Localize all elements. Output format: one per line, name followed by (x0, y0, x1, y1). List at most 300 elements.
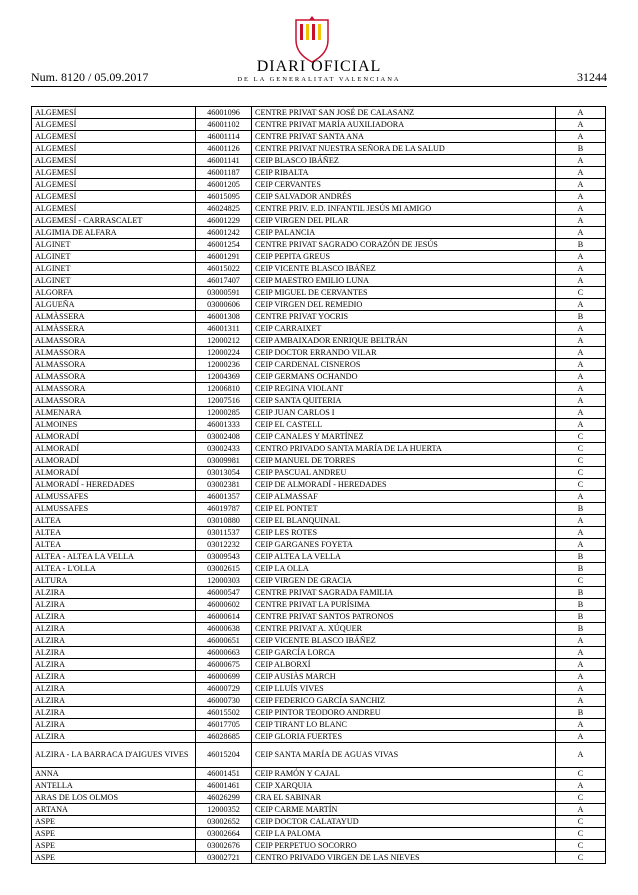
center-code-cell: 46001187 (196, 167, 252, 179)
table-row (32, 119, 606, 131)
table-row (32, 731, 606, 743)
table-row (32, 840, 606, 852)
center-name-cell: CEIP XARQUIA (252, 780, 556, 792)
table-row (32, 143, 606, 155)
table-row (32, 371, 606, 383)
center-code-cell: 03002381 (196, 479, 252, 491)
center-code-cell: 46000699 (196, 671, 252, 683)
center-code-cell: 46001333 (196, 419, 252, 431)
table-row (32, 227, 606, 239)
center-name-cell: CEIP VICENTE BLASCO IBÁÑEZ (252, 263, 556, 275)
category-cell: B (556, 611, 606, 623)
category-cell: A (556, 383, 606, 395)
municipality-cell: ALMORADÍ - HEREDADES (32, 479, 196, 491)
center-name-cell: CEIP PINTOR TEODORO ANDREU (252, 707, 556, 719)
center-code-cell: 46001229 (196, 215, 252, 227)
table-row (32, 275, 606, 287)
generalitat-emblem-icon (290, 16, 334, 64)
table-row (32, 780, 606, 792)
center-name-cell: CRA EL SABINAR (252, 792, 556, 804)
page-header (0, 0, 638, 92)
center-name-cell: CEIP CARRAIXET (252, 323, 556, 335)
category-cell: B (556, 563, 606, 575)
category-cell: A (556, 119, 606, 131)
center-name-cell: CEIP AUSIÀS MARCH (252, 671, 556, 683)
center-code-cell: 46001311 (196, 323, 252, 335)
category-cell: A (556, 167, 606, 179)
category-cell: B (556, 623, 606, 635)
center-code-cell: 03009543 (196, 551, 252, 563)
table-row (32, 479, 606, 491)
center-code-cell: 46024825 (196, 203, 252, 215)
table-row (32, 443, 606, 455)
category-cell: C (556, 816, 606, 828)
municipality-cell: ALMORADÍ (32, 467, 196, 479)
center-name-cell: CEIP PASCUAL ANDREU (252, 467, 556, 479)
table-row (32, 683, 606, 695)
center-name-cell: CEIP VIRGEN DE GRACIA (252, 575, 556, 587)
center-code-cell: 46001242 (196, 227, 252, 239)
center-code-cell: 03002433 (196, 443, 252, 455)
category-cell: B (556, 707, 606, 719)
table-row (32, 167, 606, 179)
municipality-cell: ALGINET (32, 251, 196, 263)
center-code-cell: 46015095 (196, 191, 252, 203)
table-row (32, 816, 606, 828)
municipality-cell: ALMASSORA (32, 359, 196, 371)
center-code-cell: 46001308 (196, 311, 252, 323)
center-name-cell: CENTRE PRIVAT MARÍA AUXILIADORA (252, 119, 556, 131)
center-name-cell: CEIP PEPITA GREUS (252, 251, 556, 263)
category-cell: C (556, 443, 606, 455)
municipality-cell: ALZIRA (32, 599, 196, 611)
center-name-cell: CEIP VIRGEN DEL REMEDIO (252, 299, 556, 311)
center-code-cell: 46001254 (196, 239, 252, 251)
municipality-cell: ALGEMESÍ (32, 155, 196, 167)
municipality-cell: ALZIRA (32, 623, 196, 635)
center-name-cell: CEIP SALVADOR ANDRÉS (252, 191, 556, 203)
table-row (32, 383, 606, 395)
center-name-cell: CENTRO PRIVADO SANTA MARÍA DE LA HUERTA (252, 443, 556, 455)
center-code-cell: 03013054 (196, 467, 252, 479)
municipality-cell: ALGORFA (32, 287, 196, 299)
table-row (32, 768, 606, 780)
table-row (32, 659, 606, 671)
center-code-cell: 03011537 (196, 527, 252, 539)
category-cell: B (556, 587, 606, 599)
table-row (32, 311, 606, 323)
center-name-cell: CENTRE PRIVAT YOCRIS (252, 311, 556, 323)
table-row (32, 828, 606, 840)
center-code-cell: 46026299 (196, 792, 252, 804)
page-number: 31244 (577, 70, 607, 84)
center-code-cell: 46015022 (196, 263, 252, 275)
category-cell: A (556, 635, 606, 647)
municipality-cell: ASPE (32, 840, 196, 852)
table-row (32, 852, 606, 864)
center-code-cell: 46001126 (196, 143, 252, 155)
center-code-cell: 46000675 (196, 659, 252, 671)
table-row (32, 395, 606, 407)
municipality-cell: ALTEA - L'OLLA (32, 563, 196, 575)
center-code-cell: 46000729 (196, 683, 252, 695)
municipality-cell: ALMASSORA (32, 335, 196, 347)
municipality-cell: ALMENARA (32, 407, 196, 419)
table-row (32, 792, 606, 804)
center-name-cell: CEIP ALTEA LA VELLA (252, 551, 556, 563)
center-name-cell: CENTRO PRIVADO VIRGEN DE LAS NIEVES (252, 852, 556, 864)
center-name-cell: CEIP JUAN CARLOS I (252, 407, 556, 419)
table-row (32, 215, 606, 227)
table-row (32, 611, 606, 623)
center-code-cell: 46000651 (196, 635, 252, 647)
municipality-cell: ALMORADÍ (32, 455, 196, 467)
municipality-cell: ALZIRA (32, 683, 196, 695)
center-name-cell: CEIP LES ROTES (252, 527, 556, 539)
municipality-cell: ALGEMESÍ (32, 143, 196, 155)
center-name-cell: CEIP PALANCIA (252, 227, 556, 239)
municipality-cell: ALGINET (32, 263, 196, 275)
municipality-cell: ARAS DE LOS OLMOS (32, 792, 196, 804)
municipality-cell: ALZIRA (32, 695, 196, 707)
municipality-cell: ALZIRA (32, 659, 196, 671)
category-cell: A (556, 515, 606, 527)
table-row (32, 563, 606, 575)
center-code-cell: 03002408 (196, 431, 252, 443)
category-cell: A (556, 671, 606, 683)
municipality-cell: ALTEA - ALTEA LA VELLA (32, 551, 196, 563)
table-row (32, 743, 606, 768)
municipality-cell: ALGIMIA DE ALFARA (32, 227, 196, 239)
municipality-cell: ALGEMESÍ (32, 131, 196, 143)
category-cell: C (556, 792, 606, 804)
center-name-cell: CEIP LA OLLA (252, 563, 556, 575)
center-name-cell: CEIP EL CASTELL (252, 419, 556, 431)
category-cell: A (556, 299, 606, 311)
table-row (32, 539, 606, 551)
table-row (32, 263, 606, 275)
center-name-cell: CEIP TIRANT LO BLANC (252, 719, 556, 731)
center-code-cell: 46000730 (196, 695, 252, 707)
municipality-cell: ALMORADÍ (32, 443, 196, 455)
municipality-cell: ASPE (32, 828, 196, 840)
category-cell: A (556, 407, 606, 419)
category-cell: C (556, 840, 606, 852)
table-row (32, 347, 606, 359)
center-code-cell: 12007516 (196, 395, 252, 407)
category-cell: C (556, 467, 606, 479)
center-name-cell: CEIP RIBALTA (252, 167, 556, 179)
category-cell: A (556, 215, 606, 227)
category-cell: A (556, 647, 606, 659)
municipality-cell: ANTELLA (32, 780, 196, 792)
municipality-cell: ALTEA (32, 539, 196, 551)
center-code-cell: 12004369 (196, 371, 252, 383)
category-cell: C (556, 479, 606, 491)
municipality-cell: ANNA (32, 768, 196, 780)
table-row (32, 191, 606, 203)
category-cell: A (556, 107, 606, 119)
municipality-cell: ARTANA (32, 804, 196, 816)
table-row (32, 419, 606, 431)
municipality-cell: ALGINET (32, 239, 196, 251)
table-row (32, 239, 606, 251)
municipality-cell: ALTEA (32, 527, 196, 539)
table-row (32, 107, 606, 119)
center-code-cell: 46019787 (196, 503, 252, 515)
municipality-cell: ALTEA (32, 515, 196, 527)
category-cell: A (556, 251, 606, 263)
center-code-cell: 03009981 (196, 455, 252, 467)
category-cell: C (556, 828, 606, 840)
category-cell: A (556, 695, 606, 707)
center-name-cell: CENTRE PRIVAT A. XÚQUER (252, 623, 556, 635)
municipality-cell: ALMASSORA (32, 371, 196, 383)
municipality-cell: ALGEMESÍ (32, 119, 196, 131)
category-cell: A (556, 659, 606, 671)
category-cell: A (556, 683, 606, 695)
center-name-cell: CEIP DE ALMORADÍ - HEREDADES (252, 479, 556, 491)
category-cell: C (556, 455, 606, 467)
center-name-cell: CEIP FEDERICO GARCÍA SANCHIZ (252, 695, 556, 707)
center-name-cell: CEIP SANTA QUITERIA (252, 395, 556, 407)
center-name-cell: CEIP EL BLANQUINAL (252, 515, 556, 527)
municipality-cell: ALMORADÍ (32, 431, 196, 443)
municipality-cell: ALMOINES (32, 419, 196, 431)
center-name-cell: CEIP MANUEL DE TORRES (252, 455, 556, 467)
category-cell: C (556, 852, 606, 864)
center-code-cell: 12000236 (196, 359, 252, 371)
center-name-cell: CEIP CARDENAL CISNEROS (252, 359, 556, 371)
center-code-cell: 12000212 (196, 335, 252, 347)
category-cell: A (556, 227, 606, 239)
municipality-cell: ALZIRA (32, 587, 196, 599)
journal-subtitle: DE LA GENERALITAT VALENCIANA (237, 76, 401, 83)
center-code-cell: 03010880 (196, 515, 252, 527)
category-cell: A (556, 419, 606, 431)
center-name-cell: CENTRE PRIVAT SAN JOSÉ DE CALASANZ (252, 107, 556, 119)
center-code-cell: 12000224 (196, 347, 252, 359)
center-name-cell: CEIP BLASCO IBÁÑEZ (252, 155, 556, 167)
table-row (32, 335, 606, 347)
table-row (32, 575, 606, 587)
center-code-cell: 46015204 (196, 743, 252, 768)
center-code-cell: 03002676 (196, 840, 252, 852)
category-cell: A (556, 179, 606, 191)
center-code-cell: 03002615 (196, 563, 252, 575)
center-code-cell: 12000303 (196, 575, 252, 587)
center-code-cell: 03000591 (196, 287, 252, 299)
table-row (32, 599, 606, 611)
category-cell: A (556, 743, 606, 768)
center-name-cell: CEIP REGINA VIOLANT (252, 383, 556, 395)
center-code-cell: 46000638 (196, 623, 252, 635)
category-cell: A (556, 347, 606, 359)
center-name-cell: CEIP GARGANES FOYETA (252, 539, 556, 551)
municipality-cell: ALMASSORA (32, 395, 196, 407)
table-row (32, 491, 606, 503)
category-cell: A (556, 780, 606, 792)
center-name-cell: CEIP LA PALOMA (252, 828, 556, 840)
table-row (32, 179, 606, 191)
table-row (32, 671, 606, 683)
municipality-cell: ASPE (32, 816, 196, 828)
table-row (32, 503, 606, 515)
center-code-cell: 46001461 (196, 780, 252, 792)
category-cell: B (556, 551, 606, 563)
municipality-cell: ALGEMESÍ (32, 107, 196, 119)
table-row (32, 431, 606, 443)
category-cell: A (556, 395, 606, 407)
table-row (32, 287, 606, 299)
table-row (32, 587, 606, 599)
center-code-cell: 46028685 (196, 731, 252, 743)
center-name-cell: CEIP LLUÍS VIVES (252, 683, 556, 695)
center-code-cell: 46000602 (196, 599, 252, 611)
municipality-cell: ALGINET (32, 275, 196, 287)
center-name-cell: CEIP VIRGEN DEL PILAR (252, 215, 556, 227)
municipality-cell: ALGEMESÍ (32, 203, 196, 215)
municipality-cell: ALMÀSSERA (32, 311, 196, 323)
center-code-cell: 46000547 (196, 587, 252, 599)
center-name-cell: CEIP AMBAIXADOR ENRIQUE BELTRÁN (252, 335, 556, 347)
table-row (32, 323, 606, 335)
municipality-cell: ALTURA (32, 575, 196, 587)
center-code-cell: 12006810 (196, 383, 252, 395)
center-name-cell: CEIP DOCTOR CALATAYUD (252, 816, 556, 828)
category-cell: A (556, 203, 606, 215)
header-rule (31, 86, 607, 87)
municipality-cell: ALMUSSAFES (32, 491, 196, 503)
municipality-cell: ALMÀSSERA (32, 323, 196, 335)
category-cell: A (556, 371, 606, 383)
center-name-cell: CENTRE PRIVAT SANTA ANA (252, 131, 556, 143)
center-code-cell: 46017705 (196, 719, 252, 731)
table-row (32, 623, 606, 635)
table-row (32, 647, 606, 659)
center-name-cell: CEIP EL PONTET (252, 503, 556, 515)
municipality-cell: ALGEMESÍ (32, 167, 196, 179)
center-code-cell: 46001205 (196, 179, 252, 191)
center-code-cell: 46001357 (196, 491, 252, 503)
center-code-cell: 03000606 (196, 299, 252, 311)
municipality-cell: ALZIRA (32, 647, 196, 659)
center-code-cell: 46001291 (196, 251, 252, 263)
category-cell: A (556, 539, 606, 551)
center-code-cell: 46001102 (196, 119, 252, 131)
municipality-cell: ALGEMESÍ (32, 191, 196, 203)
category-cell: A (556, 359, 606, 371)
center-name-cell: CENTRE PRIV. E.D. INFANTIL JESÚS MI AMIGO (252, 203, 556, 215)
category-cell: B (556, 239, 606, 251)
category-cell: A (556, 491, 606, 503)
center-name-cell: CENTRE PRIVAT SANTOS PATRONOS (252, 611, 556, 623)
table-row (32, 251, 606, 263)
municipality-cell: ALGEMESÍ (32, 179, 196, 191)
category-cell: A (556, 131, 606, 143)
center-name-cell: CEIP SANTA MARÍA DE AGUAS VIVAS (252, 743, 556, 768)
category-cell: C (556, 768, 606, 780)
category-cell: C (556, 431, 606, 443)
municipality-cell: ALZIRA - LA BARRACA D'AIGUES VIVES (32, 743, 196, 768)
center-code-cell: 46000663 (196, 647, 252, 659)
municipality-cell: ASPE (32, 852, 196, 864)
municipality-cell: ALMUSSAFES (32, 503, 196, 515)
table-row (32, 359, 606, 371)
center-name-cell: CEIP CANALES Y MARTÍNEZ (252, 431, 556, 443)
municipality-cell: ALMASSORA (32, 347, 196, 359)
center-name-cell: CEIP ALBORXÍ (252, 659, 556, 671)
center-name-cell: CENTRE PRIVAT NUESTRA SEÑORA DE LA SALUD (252, 143, 556, 155)
center-name-cell: CEIP RAMÓN Y CAJAL (252, 768, 556, 780)
category-cell: B (556, 599, 606, 611)
center-name-cell: CEIP GERMANS OCHANDO (252, 371, 556, 383)
center-name-cell: CENTRE PRIVAT SAGRADO CORAZÓN DE JESÚS (252, 239, 556, 251)
municipality-cell: ALZIRA (32, 671, 196, 683)
category-cell: B (556, 143, 606, 155)
center-code-cell: 46017407 (196, 275, 252, 287)
table-row (32, 515, 606, 527)
municipality-cell: ALZIRA (32, 635, 196, 647)
municipality-cell: ALGUEÑA (32, 299, 196, 311)
center-code-cell: 46001451 (196, 768, 252, 780)
municipality-cell: ALZIRA (32, 611, 196, 623)
category-cell: A (556, 263, 606, 275)
category-cell: B (556, 311, 606, 323)
center-name-cell: CEIP CERVANTES (252, 179, 556, 191)
table-row (32, 635, 606, 647)
municipality-cell: ALMASSORA (32, 383, 196, 395)
category-cell: C (556, 575, 606, 587)
journal-title: DIARI OFICIAL (256, 58, 382, 75)
center-name-cell: CEIP MAESTRO EMILIO LUNA (252, 275, 556, 287)
category-cell: A (556, 527, 606, 539)
municipality-cell: ALZIRA (32, 707, 196, 719)
center-code-cell: 46000614 (196, 611, 252, 623)
center-name-cell: CEIP GARCÍA LORCA (252, 647, 556, 659)
table-row (32, 455, 606, 467)
category-cell: A (556, 719, 606, 731)
center-code-cell: 03002721 (196, 852, 252, 864)
center-name-cell: CEIP CARME MARTÍN (252, 804, 556, 816)
table-row (32, 155, 606, 167)
center-code-cell: 12000352 (196, 804, 252, 816)
center-name-cell: CENTRE PRIVAT SAGRADA FAMILIA (252, 587, 556, 599)
center-name-cell: CEIP PERPETUO SOCORRO (252, 840, 556, 852)
category-cell: A (556, 335, 606, 347)
category-cell: A (556, 191, 606, 203)
center-code-cell: 03012232 (196, 539, 252, 551)
center-name-cell: CEIP DOCTOR ERRANDO VILAR (252, 347, 556, 359)
table-row (32, 707, 606, 719)
category-cell: A (556, 804, 606, 816)
category-cell: A (556, 155, 606, 167)
table-row (32, 551, 606, 563)
center-name-cell: CEIP VICENTE BLASCO IBÁÑEZ (252, 635, 556, 647)
center-name-cell: CEIP GLORIA FUERTES (252, 731, 556, 743)
center-name-cell: CEIP MIGUEL DE CERVANTES (252, 287, 556, 299)
table-row (32, 407, 606, 419)
center-code-cell: 46001114 (196, 131, 252, 143)
center-code-cell: 46001096 (196, 107, 252, 119)
center-name-cell: CENTRE PRIVAT LA PURÍSIMA (252, 599, 556, 611)
category-cell: A (556, 323, 606, 335)
table-row (32, 719, 606, 731)
center-code-cell: 12000285 (196, 407, 252, 419)
center-code-cell: 03002652 (196, 816, 252, 828)
table-row (32, 695, 606, 707)
table-row (32, 804, 606, 816)
